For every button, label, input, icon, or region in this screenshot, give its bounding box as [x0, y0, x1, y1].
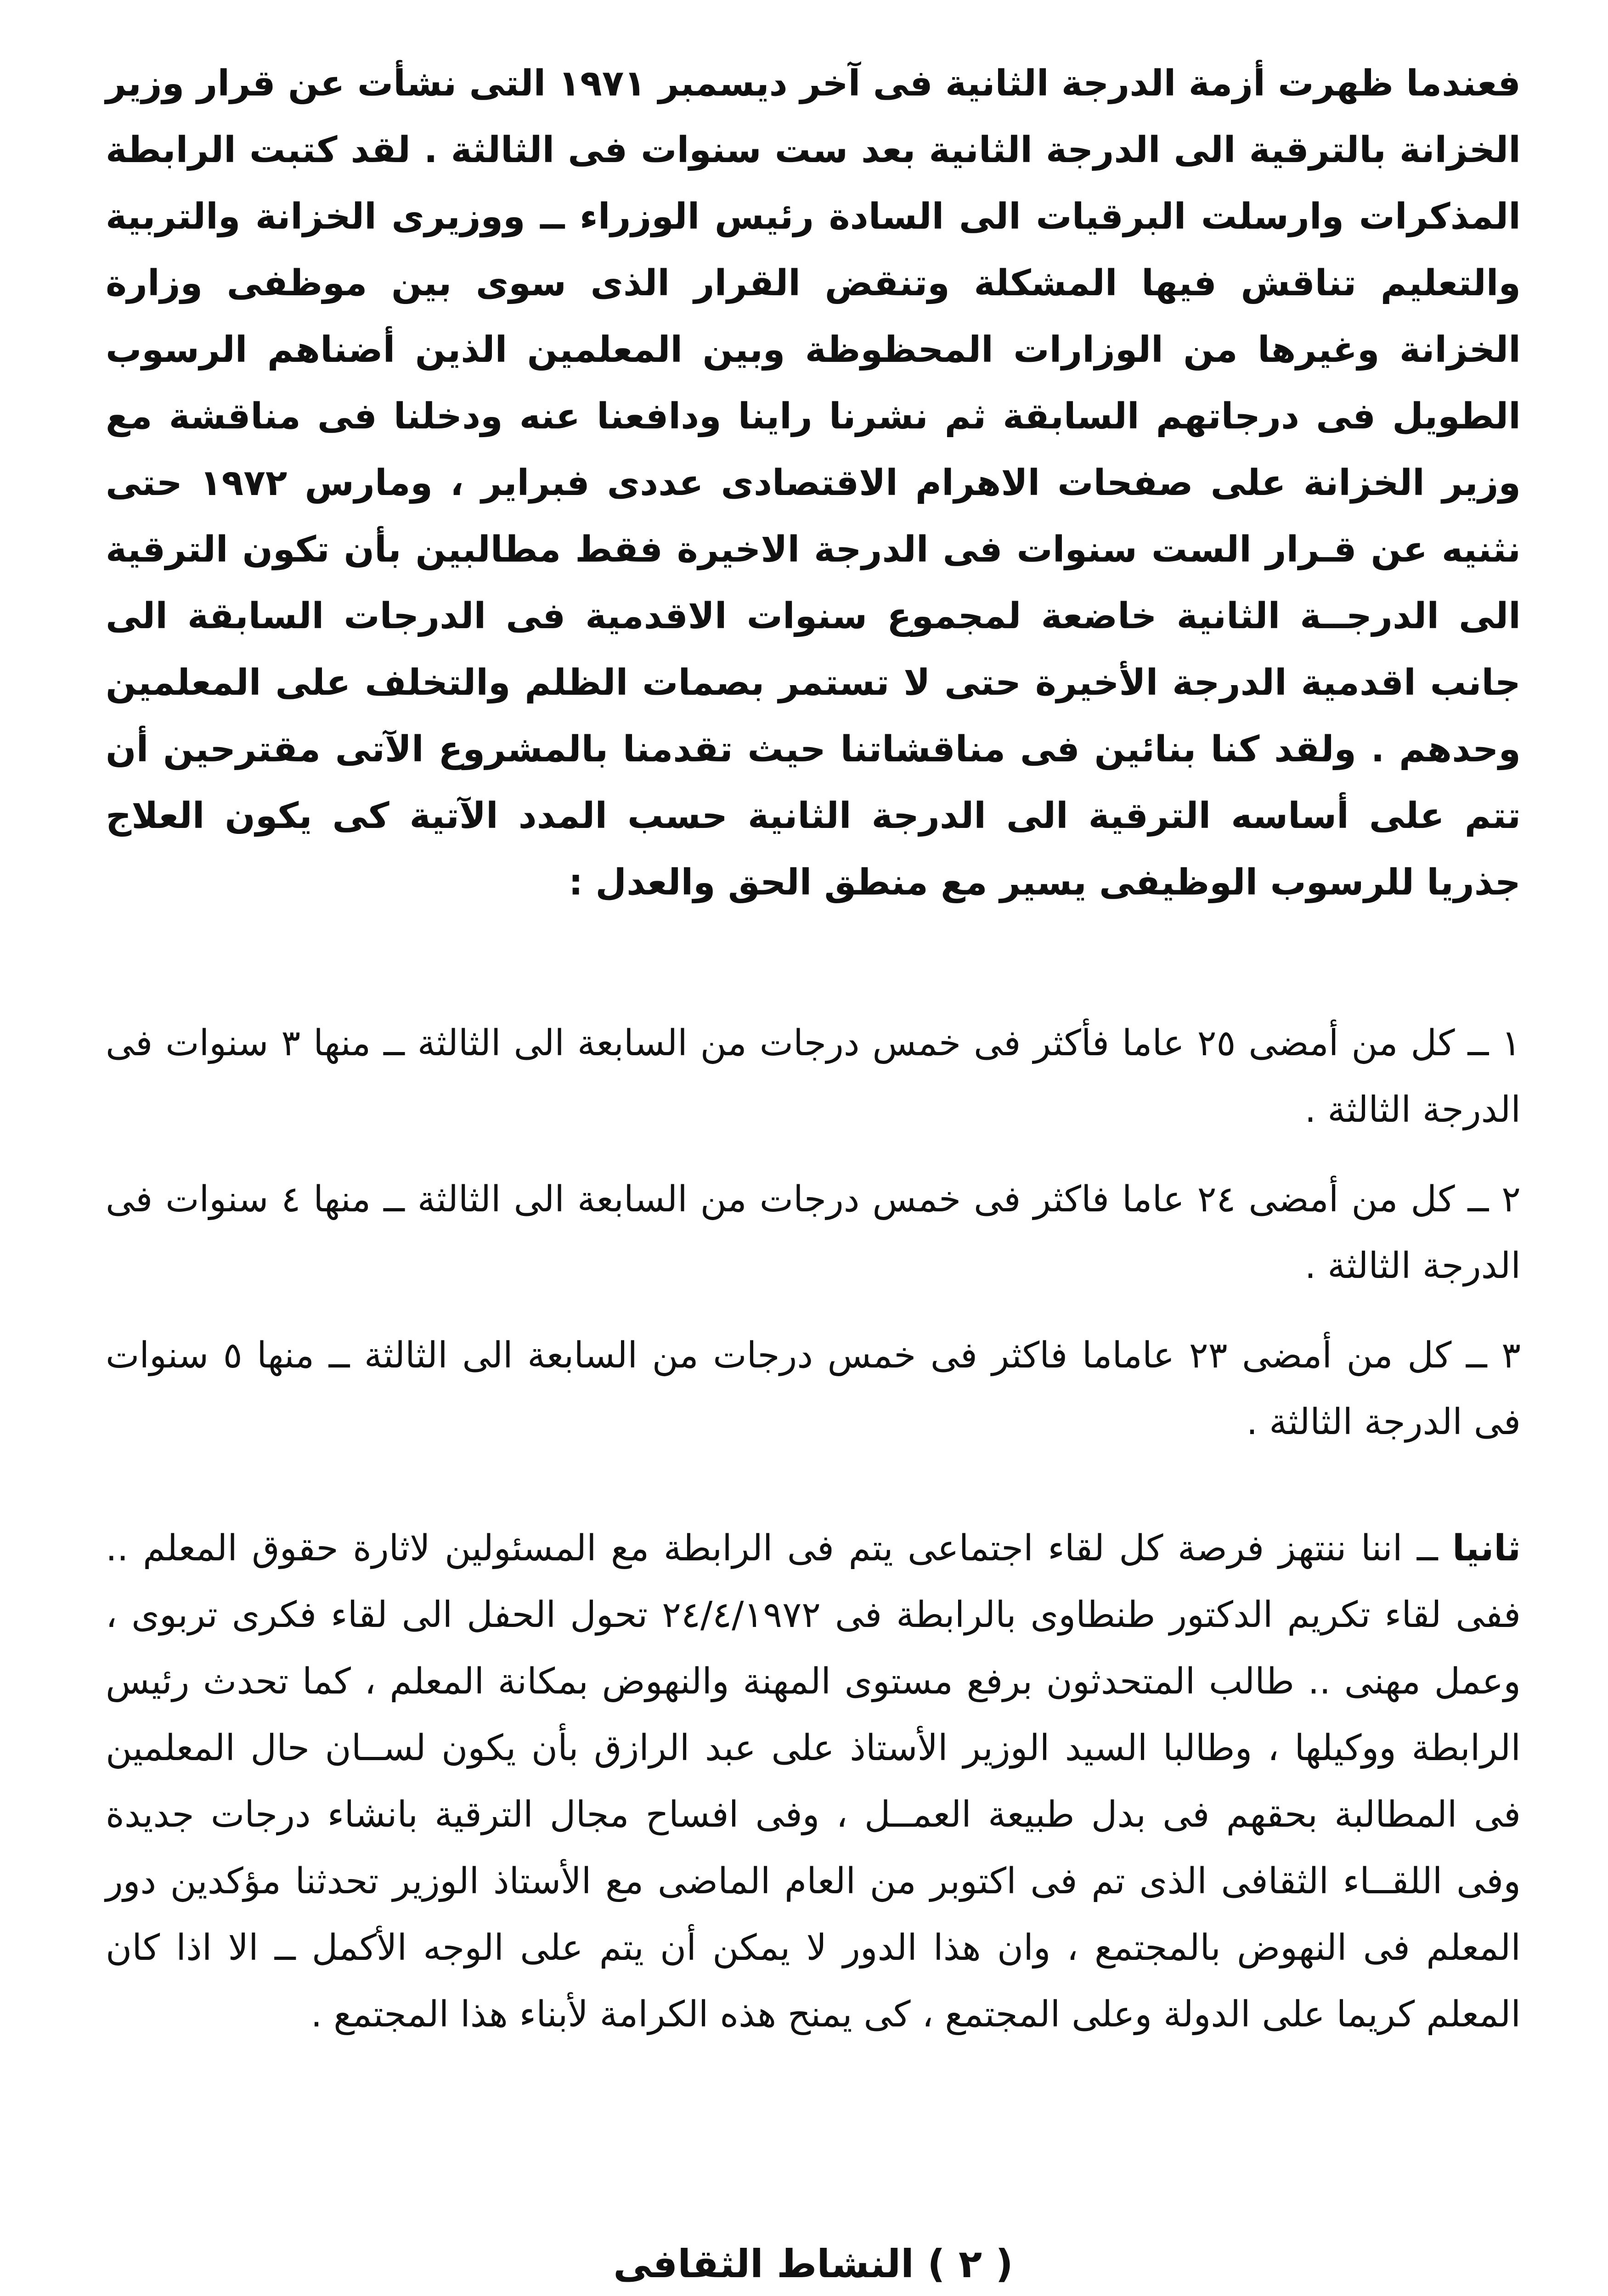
- section-heading: ( ٢ ) النشاط الثقافى: [613, 2241, 1013, 2286]
- paragraph-promotion-crisis: فعندما ظهرت أزمة الدرجة الثانية فى آخر ديسمبر ١٩٧١ التى نشأت عن قرار وزير الخزانة بالترقية الى الدرجة الثانية بعد ست سنوات فى الثالثة . لقد كتبت الرابطة المذكرات وارسلت البرقيات الى السادة رئيس الوزراء ــ ووزيرى الخزانة والتربية والتعليم تناقش فيها المشكلة وتنقض القرار الذى سوى بين موظفى وزارة الخزانة وغيرها من الوزارات المحظوظة وبين المعلمين الذين أضناهم الرسوب الطويل فى درجاتهم السابقة ثم نشرنا راينا ودافعنا عنه ودخلنا فى مناقشة مع وزير الخزانة على صفحات الاهرام الاقتصادى عددى فبراير ، ومارس ١٩٧٢ حتى نثنيه عن قـرار الست سنوات فى الدرجة الاخيرة فقط مطالبين بأن تكون الترقية الى الدرجــة الثانية خاضعة لمجموع سنوات الاقدمية فى الدرجات السابقة الى جانب اقدمية الدرجة الأخيرة حتى لا تستمر بصمات الظلم والتخلف على المعلمين وحدهم . ولقد كنا بنائين فى مناقشاتنا حيث تقدمنا بالمشروع الآتى مقترحين أن تتم على أساسه الترقية الى الدرجة الثانية حسب المدد الآتية كى يكون العلاج جذريا للرسوب الوظيفى يسير مع منطق الحق والعدل :: [106, 63, 1521, 903]
- list-item: ١ ــ كل من أمضى ٢٥ عاما فأكثر فى خمس درجات من السابعة الى الثالثة ــ منها ٣ سنوات فى الدرجة الثالثة .: [106, 1023, 1521, 1131]
- paragraph-lead-word: ثانيا: [1452, 1528, 1521, 1569]
- list-item: ٣ ــ كل من أمضى ٢٣ عاماما فاكثر فى خمس درجات من السابعة الى الثالثة ــ منها ٥ سنوات فى الدرجة الثالثة .: [106, 1335, 1521, 1443]
- paragraph-second-point: [106, 1515, 1521, 2048]
- paragraph-second-body: ــ اننا ننتهز فرصة كل لقاء اجتماعى يتم فى الرابطة مع المسئولين لاثارة حقوق المعلم .. ففى لقاء تكريم الدكتور طنطاوى بالرابطة فى ٢٤/٤/١٩٧٢ تحول الحفل الى لقاء فكرى تربوى ، وعمل مهنى .. طالب المتحدثون برفع مستوى المهنة والنهوض بمكانة المعلم ، كما تحدث رئيس الرابطة ووكيلها ، وطالبا السيد الوزير الأستاذ على عبد الرازق بأن يكون لســان حال المعلمين فى المطالبة بحقهم فى بدل طبيعة العمــل ، وفى افساح مجال الترقية بانشاء درجات جديدة وفى اللقــاء الثقافى الذى تم فى اكتوبر من العام الماضى مع الأستاذ الوزير تحدثنا مؤكدين دور المعلم فى النهوض بالمجتمع ، وان هذا الدور لا يمكن أن يتم على الوجه الأكمل ــ الا اذا كان المعلم كريما على الدولة وعلى المجتمع ، كى يمنح هذه الكرامة لأبناء هذا المجتمع .: [106, 1528, 1521, 2035]
- list-item: ٢ ــ كل من أمضى ٢٤ عاما فاكثر فى خمس درجات من السابعة الى الثالثة ــ منها ٤ سنوات فى الدرجة الثالثة .: [106, 1179, 1521, 1287]
